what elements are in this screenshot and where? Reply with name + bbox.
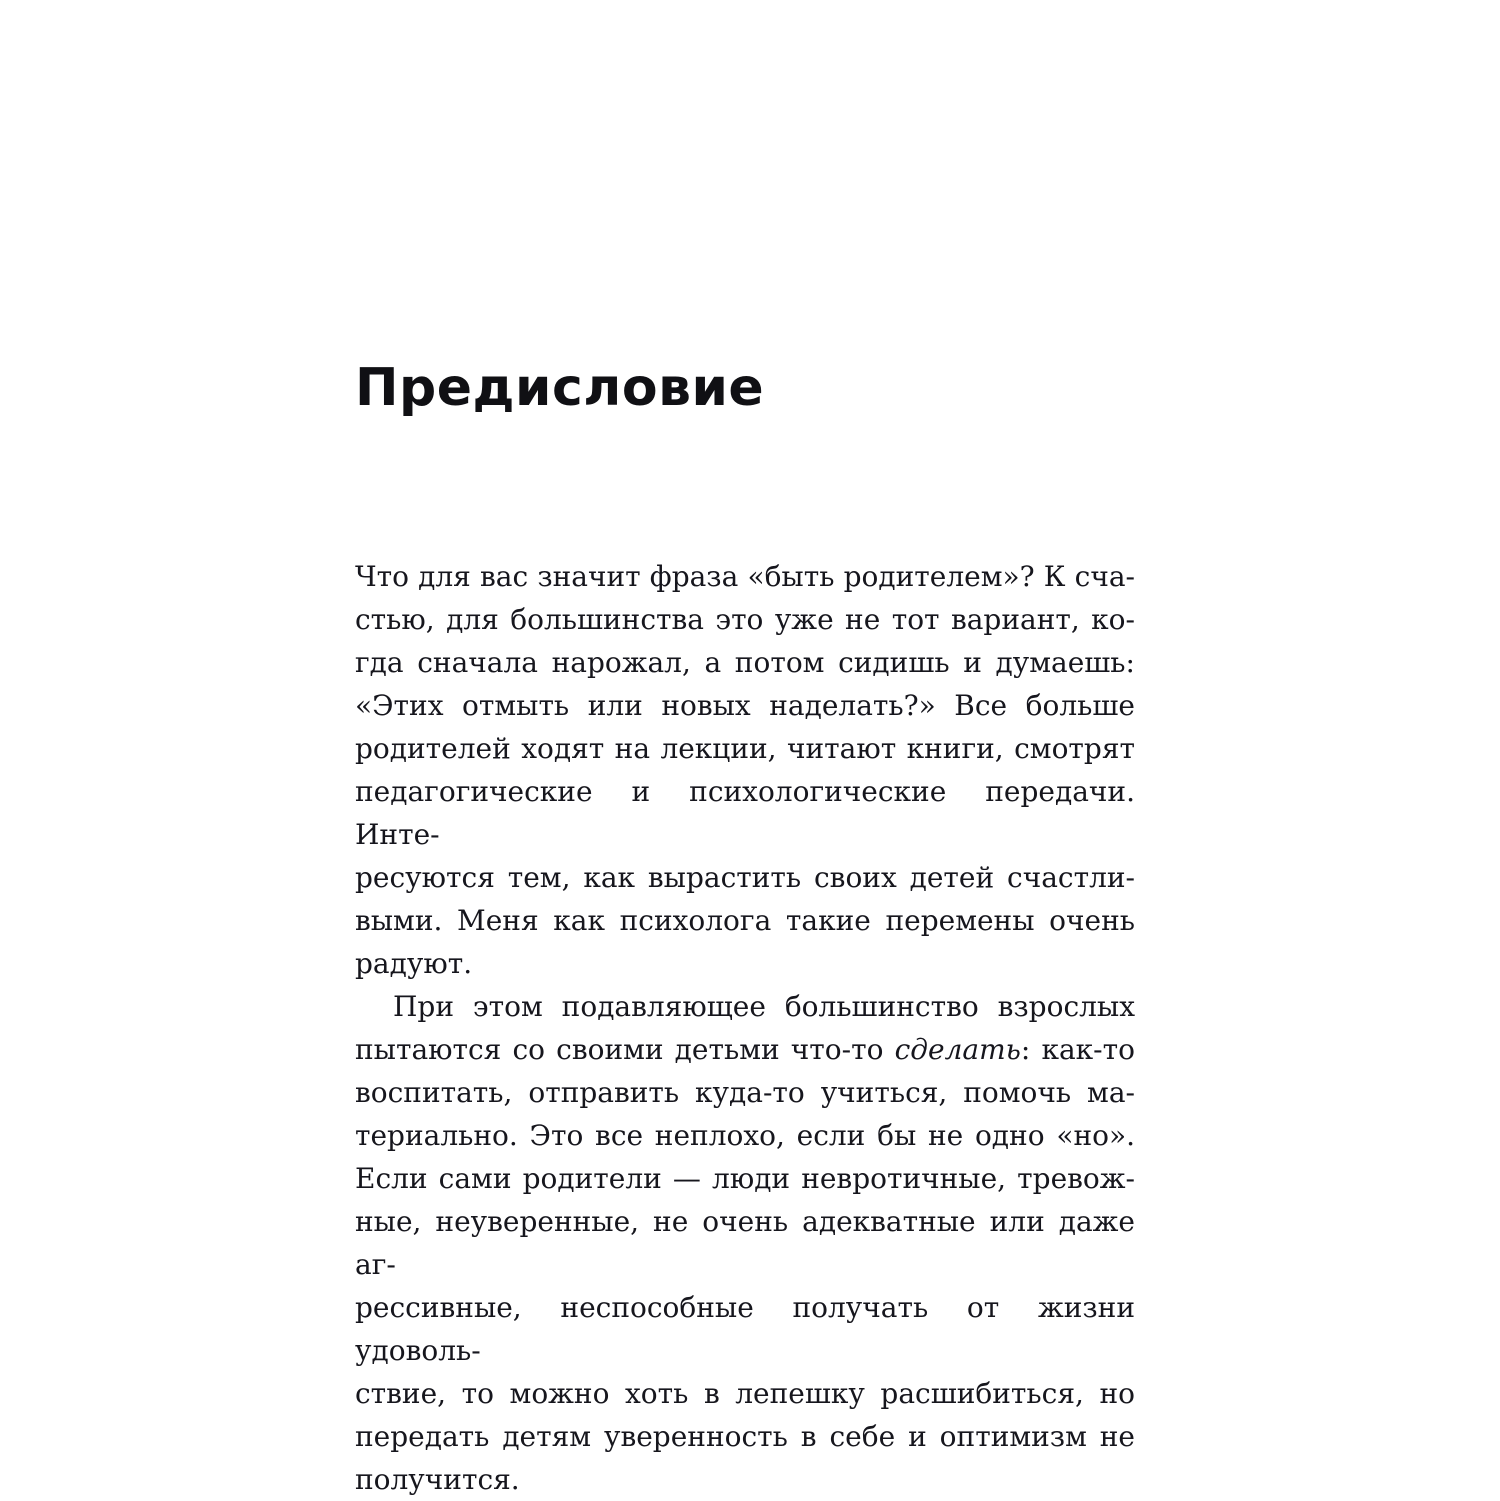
text-line: Что для вас значит фраза «быть родителем»? К сча- [355,560,1135,594]
text-line: ные, неуверенные, не очень адекватные или даже аг- [355,1205,1135,1282]
text-line: «Этих отмыть или новых наделать?» Все больше [355,689,1135,723]
text-line: ресуются тем, как вырастить своих детей счастли- [355,861,1135,895]
paragraph [355,555,1135,985]
body-text [355,555,1135,1501]
page-title: Предисловие [355,358,765,418]
text-line: пытаются со своими детьми что-то сделать: как-то [355,1033,1135,1067]
text-line: родителей ходят на лекции, читают книги, смотрят [355,732,1135,766]
text-line: гда сначала нарожал, а потом сидишь и думаешь: [355,646,1135,680]
paragraph [355,985,1135,1501]
text-line: радуют. [355,947,473,981]
text-line: Если сами родители — люди невротичные, тревож- [355,1162,1135,1196]
text-line: териально. Это все неплохо, если бы не одно «но». [355,1119,1135,1153]
text-line: педагогические и психологические передачи. Инте- [355,775,1135,852]
text-line: выми. Меня как психолога такие перемены очень [355,904,1135,938]
text-line: передать детям уверенность в себе и оптимизм не [355,1420,1135,1454]
text-line: воспитать, отправить куда-то учиться, помочь ма- [355,1076,1135,1110]
text-line: ствие, то можно хоть в лепешку расшибиться, но [355,1377,1135,1411]
text-line: получится. [355,1463,520,1497]
text-line: При этом подавляющее большинство взрослых [393,990,1135,1024]
text-line: рессивные, неспособные получать от жизни удоволь- [355,1291,1135,1368]
text-line: стью, для большинства это уже не тот вариант, ко- [355,603,1135,637]
page-content [355,360,1135,1501]
